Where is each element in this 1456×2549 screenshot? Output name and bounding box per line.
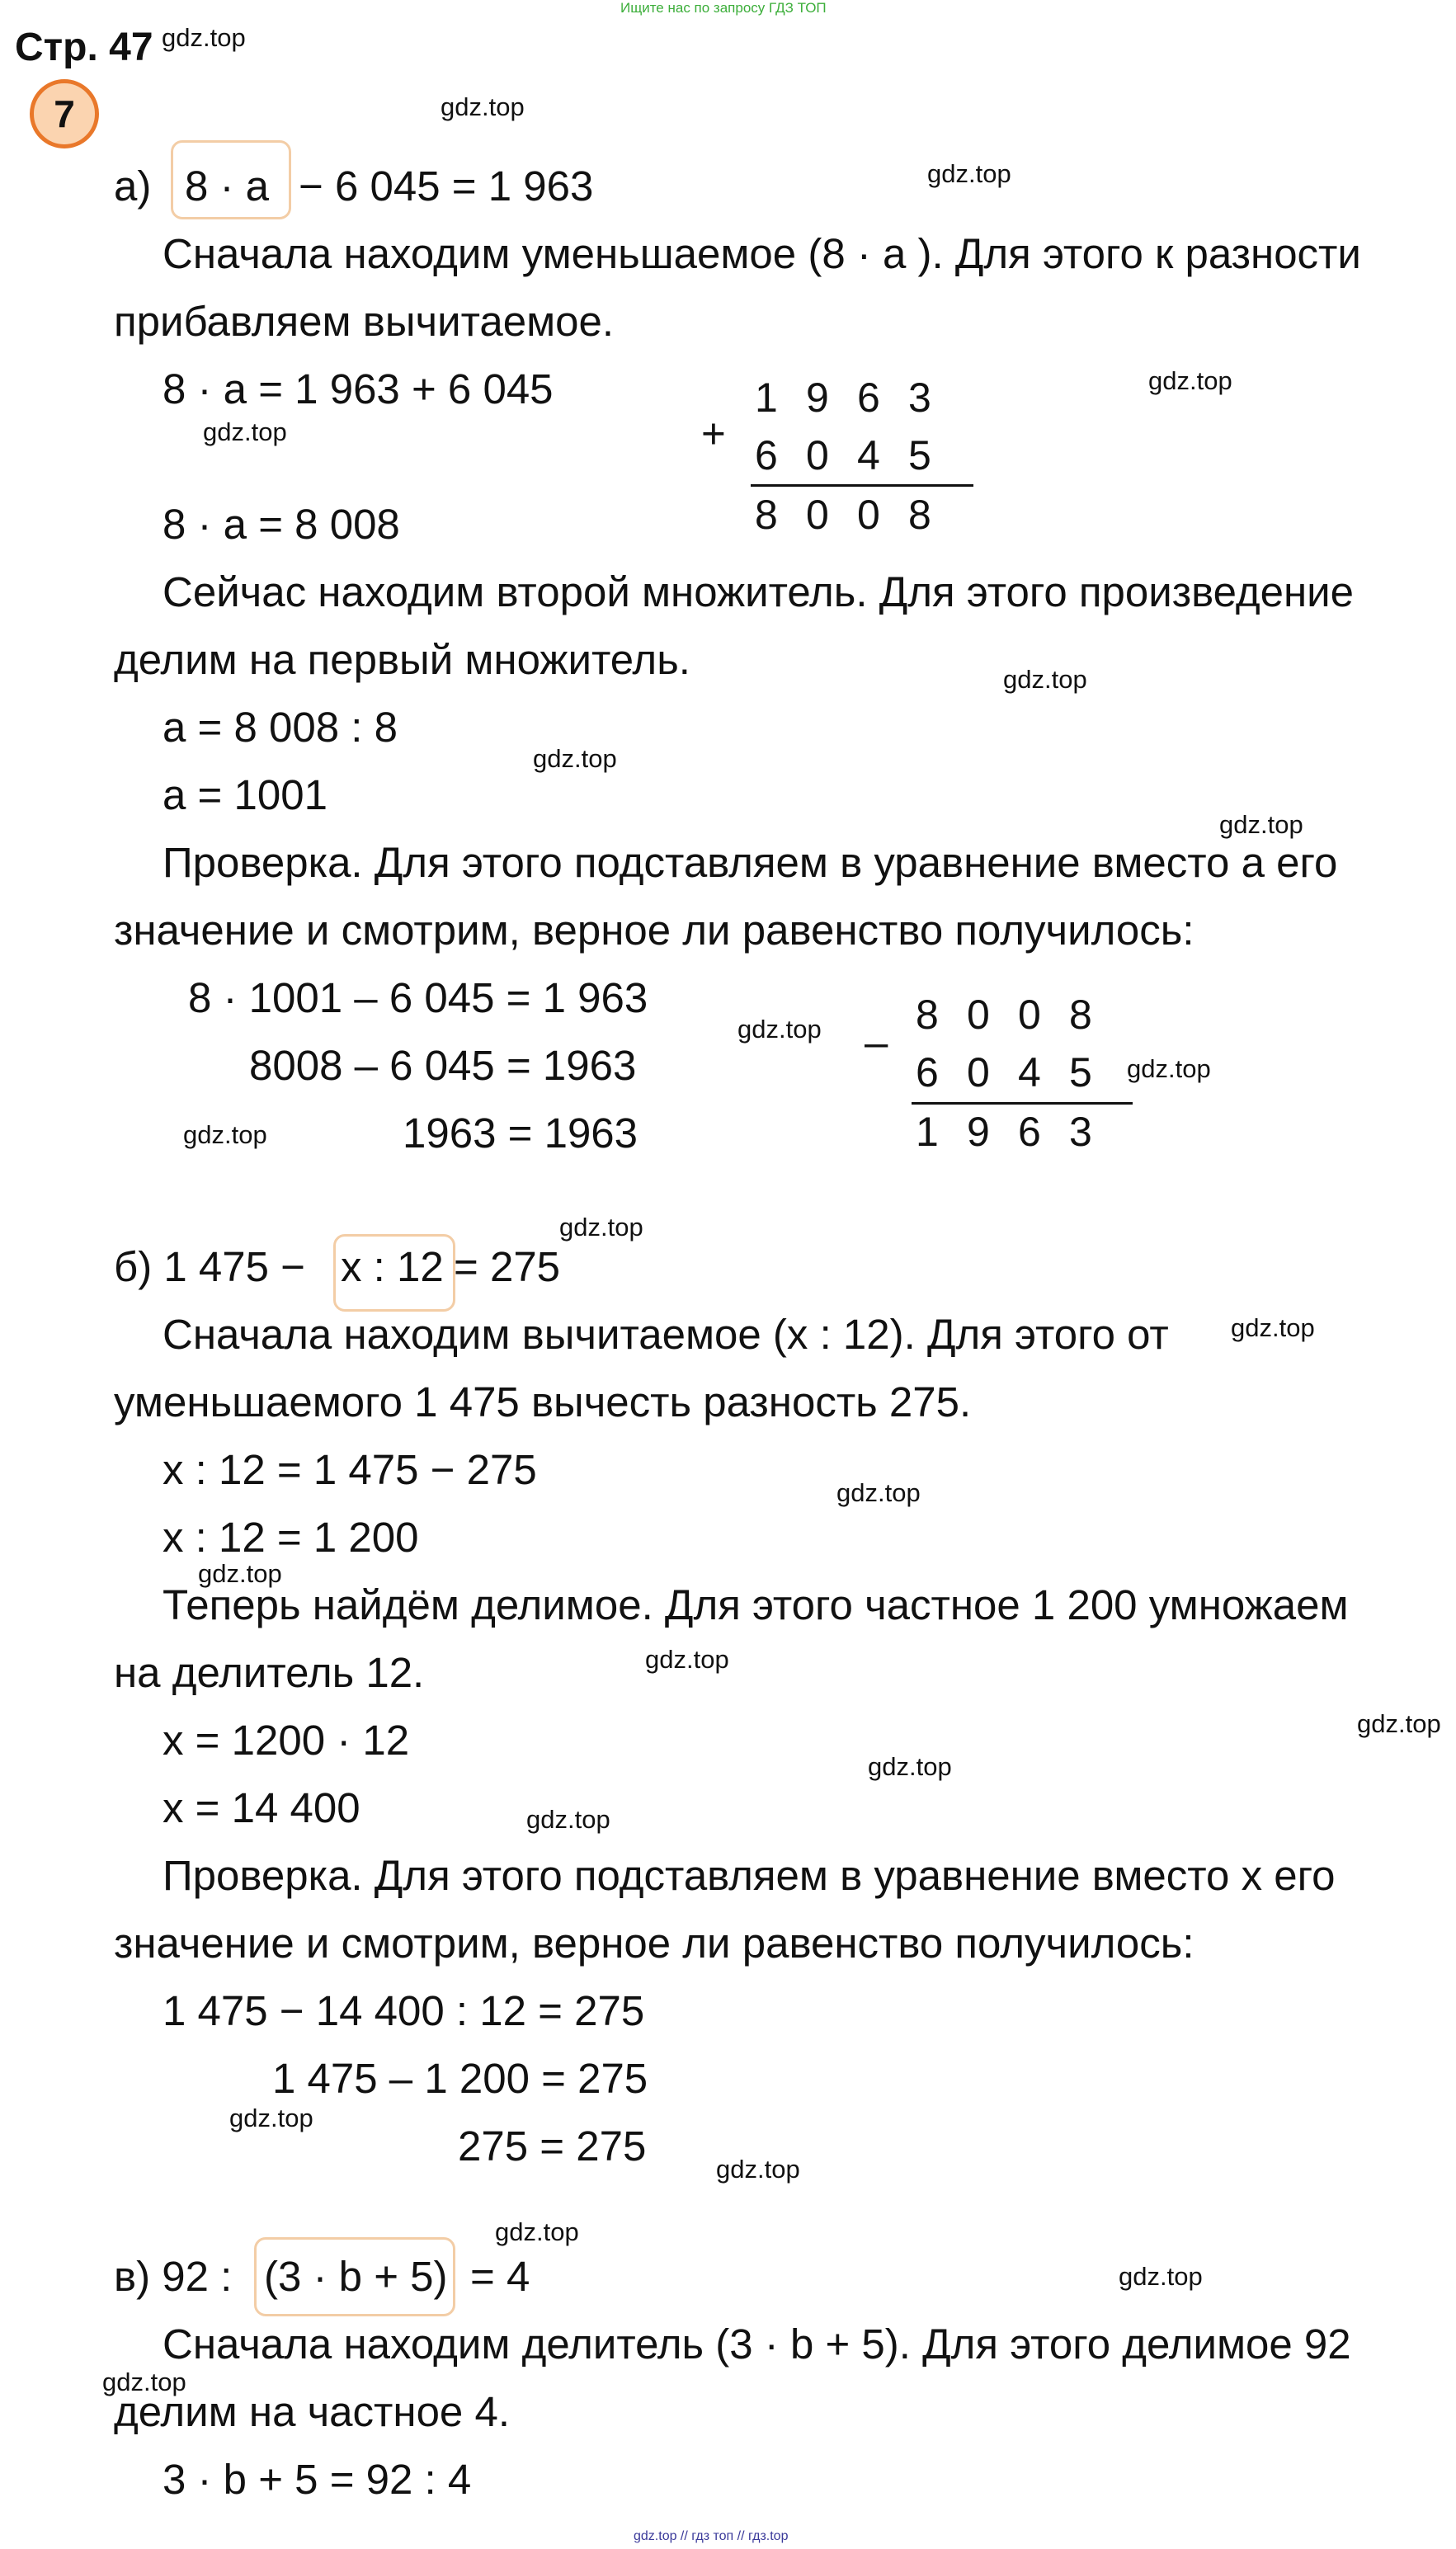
part-a-explain-4: делим на первый множитель.: [114, 636, 690, 683]
watermark: gdz.top: [203, 417, 287, 446]
part-b-explain-4: на делитель 12.: [114, 1649, 425, 1696]
watermark: gdz.top: [526, 1805, 610, 1834]
column-add-sign: +: [701, 410, 726, 457]
part-a-step-1: 8 · a = 1 963 + 6 045: [163, 365, 554, 412]
watermark: gdz.top: [836, 1478, 921, 1507]
watermark: gdz.top: [1357, 1709, 1441, 1738]
top-search-note: Ищите нас по запросу ГДЗ ТОП: [620, 0, 827, 16]
part-b-check-2: значение и смотрим, верное ли равенство получилось:: [114, 1920, 1194, 1967]
part-c-step-1: 3 · b + 5 = 92 : 4: [163, 2456, 472, 2503]
part-c-label: в) 92 :: [114, 2253, 233, 2300]
part-b-step-2: x : 12 = 1 200: [163, 1514, 419, 1561]
watermark: gdz.top: [737, 1015, 822, 1044]
watermark: gdz.top: [102, 2368, 186, 2396]
part-a-step-4: a = 1001: [163, 771, 327, 818]
task-number-badge: 7: [30, 79, 99, 148]
watermark: gdz.top: [1119, 2262, 1203, 2291]
part-a-equation: − 6 045 = 1 963: [299, 163, 594, 210]
part-b-check-eq-2: 1 475 – 1 200 = 275: [272, 2055, 648, 2102]
watermark: gdz.top: [441, 92, 525, 121]
part-b-check-1: Проверка. Для этого подставляем в уравнение вместо x его: [163, 1852, 1336, 1899]
watermark: gdz.top: [183, 1120, 267, 1149]
part-b-label: б) 1 475 −: [114, 1243, 305, 1290]
footer-note: gdz.top // гдз топ // гдз.top: [634, 2529, 789, 2543]
watermark: gdz.top: [559, 1213, 643, 1242]
watermark: gdz.top: [868, 1752, 952, 1781]
part-a-check-eq-1: 8 · 1001 – 6 045 = 1 963: [188, 974, 648, 1021]
column-add-row1: 1 9 6 3: [755, 375, 931, 421]
part-b-equation: = 275: [454, 1243, 561, 1290]
column-sub-row1: 8 0 0 8: [916, 992, 1092, 1038]
part-c-equation: = 4: [470, 2253, 530, 2300]
part-b-check-eq-1: 1 475 − 14 400 : 12 = 275: [163, 1987, 645, 2034]
part-c-explain-2: делим на частное 4.: [114, 2388, 510, 2435]
part-a-explain-1: Сначала находим уменьшаемое (8 · a ). Для этого к разности: [163, 230, 1361, 277]
watermark: gdz.top: [229, 2104, 313, 2132]
watermark: gdz.top: [1003, 665, 1087, 694]
watermark: gdz.top: [1231, 1313, 1315, 1342]
part-a-check-eq-3: 1963 = 1963: [403, 1110, 638, 1157]
part-b-check-eq-3: 275 = 275: [458, 2123, 647, 2170]
part-a-check-1: Проверка. Для этого подставляем в уравнение вместо a его: [163, 839, 1338, 886]
part-b-explain-3: Теперь найдём делимое. Для этого частное 1 200 умножаем: [163, 1581, 1349, 1628]
part-c-explain-1: Сначала находим делитель (3 · b + 5). Для этого делимое 92: [163, 2320, 1351, 2368]
part-a-step-3: a = 8 008 : 8: [163, 704, 398, 751]
column-add-row2: 6 0 4 5: [755, 432, 931, 478]
watermark: gdz.top: [495, 2217, 579, 2246]
part-a-check-2: значение и смотрим, верное ли равенство получилось:: [114, 907, 1194, 954]
column-sub-sign: –: [865, 1019, 888, 1066]
watermark: gdz.top: [1127, 1054, 1211, 1083]
part-b-step-4: x = 14 400: [163, 1784, 360, 1831]
column-add-result: 8 0 0 8: [755, 492, 931, 538]
part-a-check-eq-2: 8008 – 6 045 = 1963: [249, 1042, 637, 1089]
watermark: gdz.top: [1148, 366, 1232, 395]
part-c-boxed-expr: (3 · b + 5): [264, 2253, 448, 2300]
part-b-explain-1: Сначала находим вычитаемое (x : 12). Для этого от: [163, 1311, 1169, 1358]
watermark: gdz.top: [1219, 810, 1303, 839]
watermark: gdz.top: [716, 2155, 800, 2184]
part-a-explain-2: прибавляем вычитаемое.: [114, 298, 615, 345]
watermark: gdz.top: [645, 1645, 729, 1674]
column-add-rule: [751, 484, 973, 487]
part-a-label: а): [114, 163, 152, 210]
part-a-explain-3: Сейчас находим второй множитель. Для этого произведение: [163, 568, 1354, 615]
part-b-explain-2: уменьшаемого 1 475 вычесть разность 275.: [114, 1378, 972, 1425]
watermark: gdz.top: [162, 23, 246, 52]
watermark: gdz.top: [198, 1559, 282, 1588]
column-sub-result: 1 9 6 3: [916, 1109, 1092, 1155]
watermark: gdz.top: [927, 159, 1011, 188]
column-sub-rule: [912, 1102, 1133, 1105]
part-b-step-1: x : 12 = 1 475 − 275: [163, 1446, 537, 1493]
part-b-step-3: x = 1200 · 12: [163, 1717, 410, 1764]
page-header: Стр. 47: [15, 26, 153, 69]
part-b-boxed-expr: x : 12: [341, 1243, 444, 1290]
part-a-step-2: 8 · a = 8 008: [163, 501, 400, 548]
watermark: gdz.top: [533, 744, 617, 773]
column-sub-row2: 6 0 4 5: [916, 1049, 1092, 1095]
part-a-boxed-expr: 8 · a: [185, 163, 270, 210]
